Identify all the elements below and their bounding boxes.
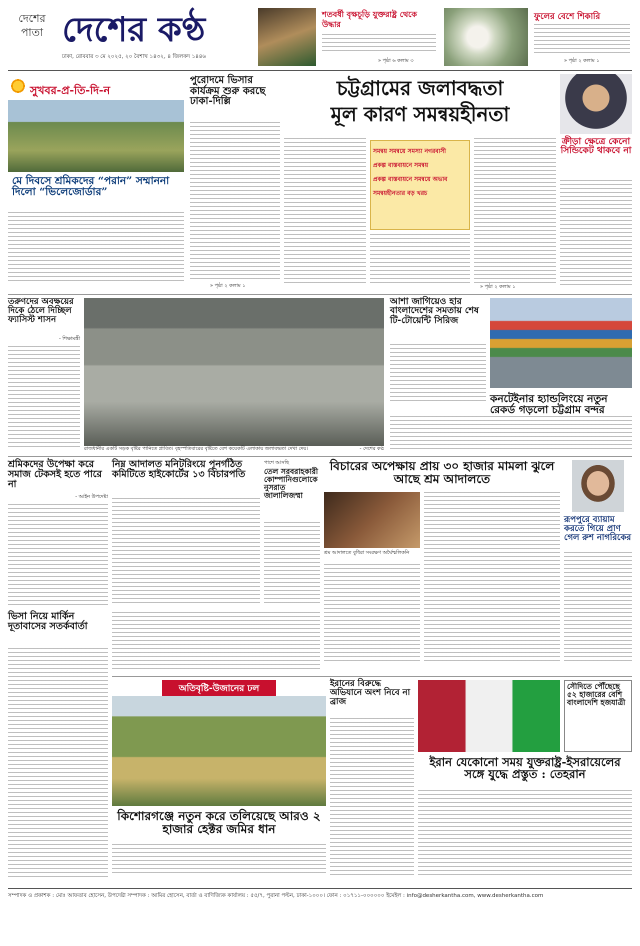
lead-more: » পৃষ্ঠা ২ কলাম ১ bbox=[480, 284, 516, 290]
kishoreganj-headline[interactable]: কিশোরগঞ্জে নতুন করে তলিয়েছে আরও ২ হাজার হেক্টর জমির ধান bbox=[117, 809, 321, 836]
gavel-photo bbox=[324, 492, 420, 548]
visa-usa-text bbox=[8, 648, 108, 878]
saudi-box bbox=[564, 680, 632, 752]
lead-bullet-2: প্রকল্প বাস্তবায়নে সমন্বয় bbox=[373, 162, 429, 169]
promo-2-title: ফুলের বেশে শিকারি bbox=[534, 12, 601, 22]
lower-court-story bbox=[112, 460, 260, 610]
mid-text-block bbox=[112, 612, 320, 674]
footer: সম্পাদক ও প্রকাশক : মোঃ আফতাব হোসেন, উপদেষ্টা সম্পাদক : আমির হোসেন, বার্তা ও বাণিজ্যিক কার্যালয় : ৫৫/৭, পুরানা পল্টন, ঢাকা-১০০০। ফোন : ০১৭১১-০০০০০০ ইমেইল : info@desherkantha.com, www.desherkantha.com bbox=[8, 893, 544, 899]
kishoreganj-text bbox=[112, 844, 326, 876]
sukhobor-headline[interactable]: মে দিবসে শ্রমিকদের “পরান” সম্মাননা দিলো “ভিলেজোর্ডার” bbox=[12, 175, 170, 199]
promo-2-text bbox=[534, 24, 630, 56]
kishoreganj-story bbox=[112, 680, 326, 880]
lead-text-right bbox=[474, 138, 556, 284]
side-lead-headline[interactable]: পুরোদমে ভিসার কার্যক্রম শুরু করছে ঢাকা-দিল্লি bbox=[190, 75, 266, 107]
side-lead bbox=[190, 74, 280, 292]
visa-usa-story bbox=[8, 612, 108, 882]
fuel-text bbox=[264, 522, 320, 606]
russia-photo bbox=[572, 460, 624, 512]
masthead-tag bbox=[12, 12, 52, 40]
right-top-photo bbox=[560, 74, 632, 134]
saudi-headline[interactable]: সৌদিতে পৌঁছেছে ৫২ হাজারের বেশি বাংলাদেশি হজযাত্রী bbox=[567, 682, 626, 707]
port-text bbox=[390, 416, 632, 450]
row-3-rule bbox=[8, 456, 632, 457]
lead-headline-line-2[interactable]: মূল কারণ সমন্বয়হীনতা bbox=[330, 102, 510, 126]
port-section bbox=[390, 298, 632, 454]
masthead bbox=[8, 8, 632, 68]
iran-story bbox=[418, 680, 632, 880]
mid-text-lines bbox=[112, 612, 320, 670]
center-photo-caption: রাজধানীর একটি সড়ক বৃষ্টির পানিতে প্লাবিত। বৃহস্পতিবারের বৃষ্টিতে বেশ কয়েকটি এলাকায় জলাবদ্ধতা দেখা দেয়। bbox=[84, 446, 309, 452]
russia-text bbox=[564, 552, 632, 664]
promo-1-text bbox=[322, 34, 436, 54]
side-lead-more: » পৃষ্ঠা ২ কলাম ১ bbox=[210, 283, 246, 289]
promo-1-title: শতবর্ষী বৃক্ষচূড়ি যুক্তরাষ্ট্র থেকে উদ্ধার bbox=[322, 10, 417, 29]
promo-1[interactable] bbox=[258, 8, 438, 66]
right-top-headline[interactable]: ক্রীড়া ক্ষেত্রে কেনো সিন্ডিকেট থাকবে না bbox=[560, 137, 632, 157]
port-top-text bbox=[390, 344, 486, 404]
center-photo-credit: - দেশের কণ্ঠ bbox=[359, 446, 384, 452]
flags-photo bbox=[418, 680, 560, 752]
port-top-headline[interactable]: আশা জাগিয়েও হার বাংলাদেশের সমতায় শেষ টি-টোয়েন্টি সিরিজ bbox=[390, 297, 479, 326]
masthead-tag-line-2: পাতা bbox=[20, 26, 44, 39]
fuel-kicker: পাশে আসছি bbox=[264, 460, 289, 466]
photo-left-byline: - শিক্ষামন্ত্রী bbox=[59, 336, 80, 342]
promo-2-more: » পৃষ্ঠা ২ কলাম ১ bbox=[564, 58, 600, 64]
sukhobor-text bbox=[8, 212, 184, 284]
trial-headline[interactable]: বিচারের অপেক্ষায় প্রায় ৩০ হাজার মামলা ঝুলে আছে শ্রম আদালতে bbox=[329, 459, 555, 486]
paddy-photo bbox=[112, 696, 326, 806]
side-lead-text bbox=[190, 122, 280, 282]
promo-1-more: » পৃষ্ঠা ৬ কলাম ৩ bbox=[378, 58, 414, 64]
left-col-2 bbox=[8, 298, 80, 454]
left-col-2-text bbox=[8, 346, 80, 450]
lead-bullet-1: সমন্বয় সমন্বয়ে সমস্যা নগরবাসী bbox=[373, 148, 447, 155]
lead-bullet-3: প্রকল্প বাস্তবায়নে সমন্বয়ে অভাব bbox=[373, 176, 448, 183]
right-top bbox=[560, 74, 632, 292]
fuel-headline[interactable]: তেল সরবরাহকারী কোম্পানিগুলোকে নুসরাত জালালিজম্মা bbox=[264, 467, 319, 500]
port-headline[interactable]: কনটেইনার হ্যান্ডলিংয়ে নতুন রেকর্ড গড়লো চট্টগ্রাম বন্দর bbox=[490, 393, 608, 417]
sukhobor-section bbox=[8, 74, 184, 292]
heavy-rain-kicker: অতিবৃষ্টি-উজানের ঢল bbox=[162, 680, 276, 697]
masthead-rule bbox=[8, 70, 632, 71]
lead-bullets bbox=[370, 140, 470, 230]
center-photo bbox=[84, 298, 384, 446]
iran-brazil-story bbox=[330, 680, 414, 880]
lower-court-text bbox=[112, 498, 260, 606]
iran-brazil-headline[interactable]: ইরানের বিরুদ্ধে অভিযানে অংশ নিবে না ব্রাজ bbox=[330, 679, 411, 707]
sukhobor-label: সুখবর-প্র-তি-দি-ন bbox=[30, 84, 111, 97]
row-4-rule bbox=[112, 676, 632, 677]
iran-text bbox=[418, 790, 632, 876]
visa-usa-headline[interactable]: ভিসা নিয়ে মার্কিন দূতাবাসের সতর্কবার্তা bbox=[8, 611, 88, 632]
workers-headline[interactable]: শ্রমিকদের উপেক্ষা করে সমাজ টেকসই হতে পারে না bbox=[8, 459, 102, 490]
footer-rule bbox=[8, 888, 632, 889]
russia-story bbox=[564, 460, 632, 670]
promo-2-photo bbox=[444, 8, 528, 66]
lead-story bbox=[284, 74, 556, 292]
fuel-story bbox=[264, 460, 320, 610]
sun-icon bbox=[10, 78, 26, 94]
port-photo bbox=[490, 298, 632, 388]
trial-photo-caption: শ্রম আদালতে বুধিরা সংরক্ষণ অর্ঘৈশ্চলিকনি bbox=[324, 550, 410, 556]
lower-court-headline[interactable]: নিম্ন আদালত মনিটরিংয়ে পূনর্গঠিত কমিটিতে হাইকোর্টের ১৩ বিচারপতি bbox=[112, 459, 246, 480]
workers-text bbox=[8, 504, 108, 606]
masthead-logo: দেশের কণ্ঠ bbox=[62, 10, 206, 50]
sukhobor-photo bbox=[8, 100, 184, 172]
trial-text-right bbox=[424, 492, 560, 664]
promo-2[interactable] bbox=[444, 8, 632, 66]
lead-text-left bbox=[284, 138, 366, 284]
workers-story bbox=[8, 460, 108, 610]
workers-byline: - আইন উপদেষ্টা bbox=[75, 494, 108, 500]
lead-text-mid bbox=[370, 234, 470, 284]
masthead-tag-line-1: দেশের bbox=[18, 12, 46, 25]
iran-brazil-text bbox=[330, 718, 414, 876]
promo-1-photo bbox=[258, 8, 316, 66]
row-2-rule bbox=[8, 294, 632, 295]
iran-headline[interactable]: ইরান যেকোনো সময় যুক্তরাষ্ট্র-ইসরায়েলের সঙ্গে যুদ্ধে প্রস্তুত : তেহরান bbox=[429, 755, 621, 782]
lead-bullet-4: সমন্বয়হীনতার বড় খরচ bbox=[373, 190, 428, 197]
trial-story bbox=[324, 460, 560, 670]
right-top-text bbox=[560, 180, 632, 286]
lead-headline-line-1[interactable]: চট্টগ্রামের জলাবদ্ধতা bbox=[336, 76, 504, 100]
trial-text-left bbox=[324, 564, 420, 664]
photo-left-headline[interactable]: তরুণদের অবক্ষয়ের দিকে ঠেলে দিচ্ছিল ফ্যাসিস্ট শাসন bbox=[8, 297, 74, 325]
dateline: ঢাকা, রোববার ৩ মে ২০২৫, ২০ বৈশাখ ১৪৩২, ৪ জিলকদ ১৪৪৬ bbox=[62, 54, 206, 60]
russia-headline[interactable]: রূপপুরে ব্যায়াম করতে গিয়ে প্রাণ গেল রুশ নাগরিকের bbox=[564, 515, 632, 543]
